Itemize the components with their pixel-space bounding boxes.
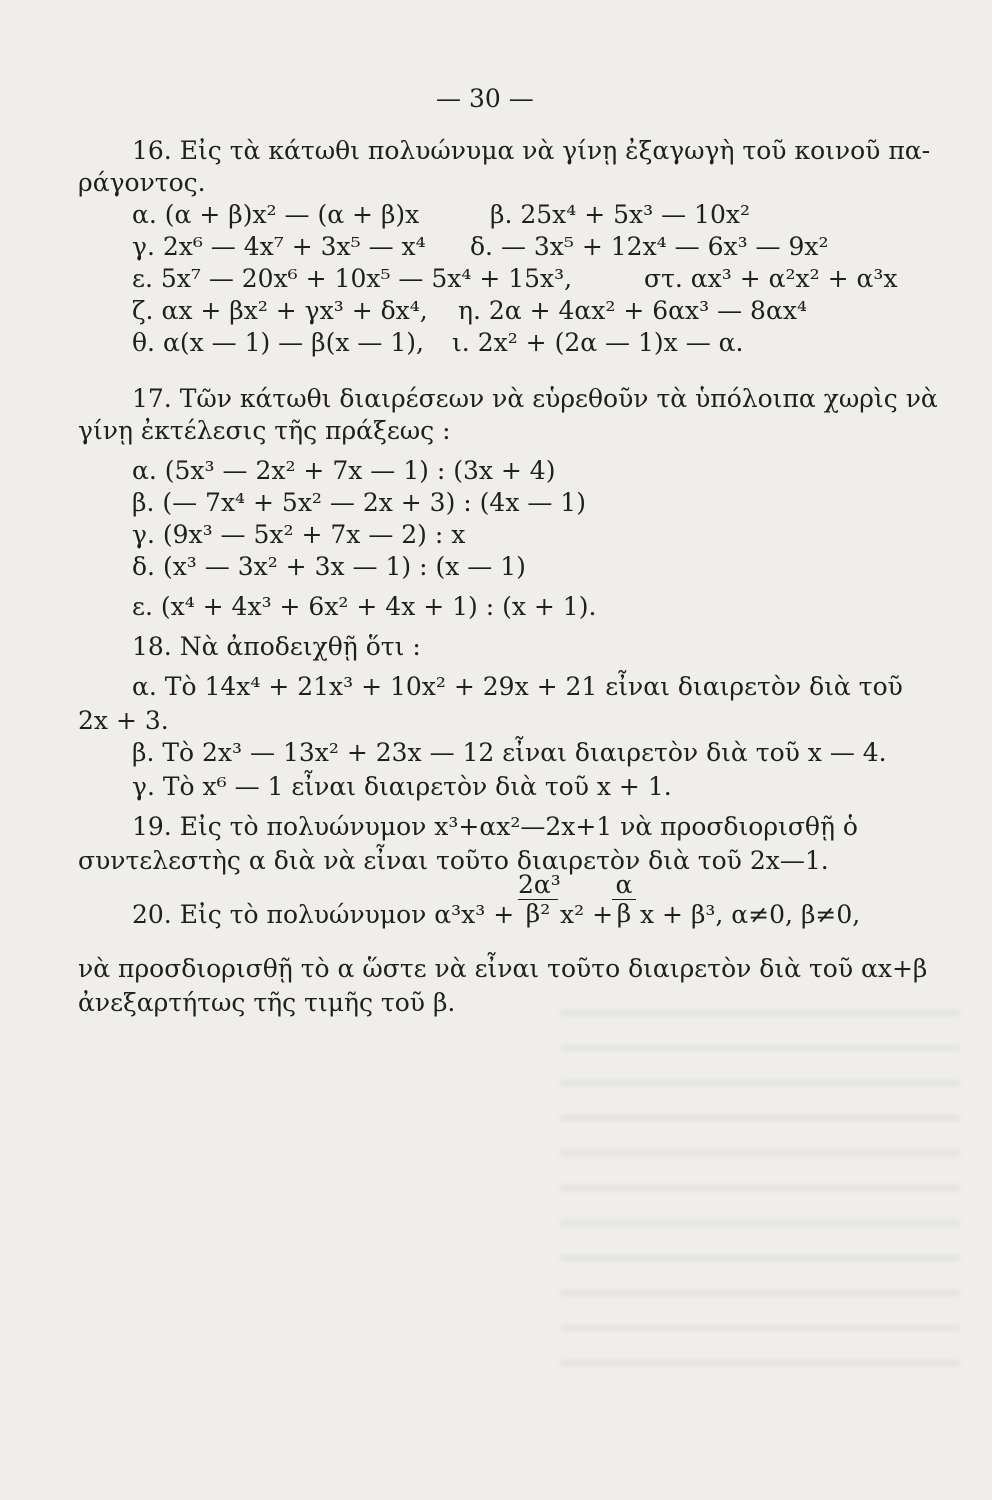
ex16-item-z: ζ. αx + βx² + γx³ + δx⁴, [132,296,428,325]
ex16-intro-line1: 16. Εἰς τὰ κάτωθι πολυώνυμα νὰ γίνῃ ἐξαγωγὴ τοῦ κοινοῦ πα- [132,136,931,165]
ex20-lead: 20. Εἰς τὸ πολυώνυμον α³x³ + [132,900,515,929]
ex17-item-e: ε. (x⁴ + 4x³ + 6x² + 4x + 1) : (x + 1). [132,592,597,621]
ex17-intro-line1: 17. Τῶν κάτωθι διαιρέσεων νὰ εὑρεθοῦν τὰ ὑπόλοιπα χωρὶς νὰ [132,384,938,413]
ex16-intro-line2: ράγοντος. [78,168,206,197]
ex16-item-g: γ. 2x⁶ — 4x⁷ + 3x⁵ — x⁴ [132,232,426,261]
ex16-item-st: στ. αx³ + α²x² + α³x [644,264,898,293]
ex20-line2: νὰ προσδιορισθῇ τὸ α ὥστε νὰ εἶναι τοῦτο διαιρετὸν διὰ τοῦ αx+β [78,954,928,983]
ex16-item-th: θ. α(x — 1) — β(x — 1), [132,328,424,357]
ex16-item-h: η. 2α + 4αx² + 6αx³ — 8αx⁴ [458,296,807,325]
ex20-fraction1-denominator: β² [525,899,551,928]
ex18-item-a-line1: α. Τὸ 14x⁴ + 21x³ + 10x² + 29x + 21 εἶναι διαιρετὸν διὰ τοῦ [132,672,903,701]
ex16-item-b: β. 25x⁴ + 5x³ — 10x² [490,200,750,229]
ex18-item-g: γ. Τὸ x⁶ — 1 εἶναι διαιρετὸν διὰ τοῦ x + 1. [132,772,672,801]
ex16-item-i: ι. 2x² + (2α — 1)x — α. [452,328,744,357]
ex20-fraction-2a3-over-b2 [518,870,561,928]
page-number: — 30 — [436,84,534,113]
ex20-fraction2-numerator: α [615,870,633,899]
ex17-item-d: δ. (x³ — 3x² + 3x — 1) : (x — 1) [132,552,526,581]
ex20-line3: ἀνεξαρτήτως τῆς τιμῆς τοῦ β. [78,988,456,1017]
ex18-item-b: β. Τὸ 2x³ — 13x² + 23x — 12 εἶναι διαιρετὸν διὰ τοῦ x — 4. [132,738,887,767]
ex18-item-a-line2: 2x + 3. [78,706,169,735]
ex18-intro: 18. Νὰ ἀποδειχθῇ ὅτι : [132,632,421,661]
ex20-fraction-a-over-b [612,872,636,927]
ex20-fraction2-denominator: β [616,899,632,928]
ex17-item-b: β. (— 7x⁴ + 5x² — 2x + 3) : (4x — 1) [132,488,586,517]
ex20-fraction1-numerator: 2α³ [518,870,561,899]
ex19-line2: συντελεστὴς α διὰ νὰ εἶναι τοῦτο διαιρετὸν διὰ τοῦ 2x—1. [78,846,829,875]
ex19-line1: 19. Εἰς τὸ πολυώνυμον x³+αx²—2x+1 νὰ προσδιορισθῇ ὁ [132,812,858,841]
ex17-item-a: α. (5x³ — 2x² + 7x — 1) : (3x + 4) [132,456,556,485]
ex16-item-d: δ. — 3x⁵ + 12x⁴ — 6x³ — 9x² [470,232,829,261]
bleed-through-texture [560,1010,960,1370]
ex17-intro-line2: γίνῃ ἐκτέλεσις τῆς πράξεως : [78,416,451,445]
ex17-item-g: γ. (9x³ — 5x² + 7x — 2) : x [132,520,466,549]
ex20-tail: x + β³, α≠0, β≠0, [640,900,861,929]
ex16-item-e: ε. 5x⁷ — 20x⁶ + 10x⁵ — 5x⁴ + 15x³, [132,264,573,293]
ex16-item-a: α. (α + β)x² — (α + β)x [132,200,420,229]
ex20-mid: x² + [560,900,614,929]
